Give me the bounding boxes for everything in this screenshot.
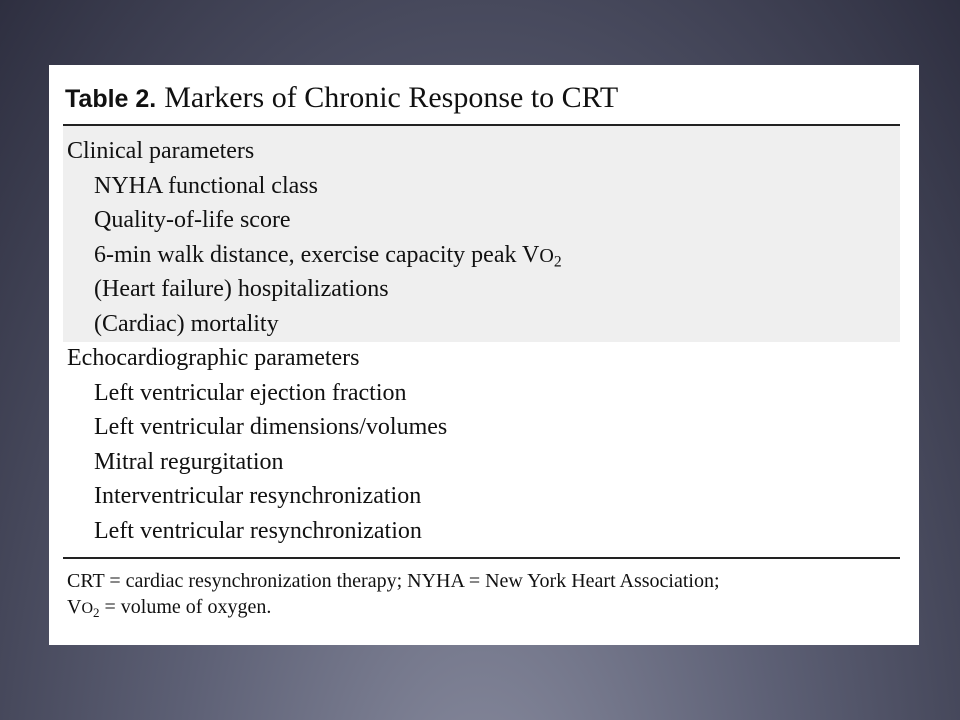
table-row: (Cardiac) mortality <box>94 310 279 337</box>
section-heading-clinical: Clinical parameters <box>67 138 255 164</box>
table-row: Left ventricular ejection fraction <box>94 379 407 406</box>
footnote-o: O <box>81 600 94 617</box>
table-row: Left ventricular dimensions/volumes <box>94 414 448 440</box>
table-title <box>65 81 618 115</box>
table-bottom-rule <box>63 557 900 559</box>
table-label: Table 2. <box>65 85 157 113</box>
footnote-line-1: CRT = cardiac resynchronization therapy; NYHA = New York Heart Association; <box>67 570 720 592</box>
table-row: Left ventricular resynchronization <box>94 517 422 544</box>
table-figure <box>49 65 919 645</box>
table-footnote <box>67 568 907 622</box>
vo2-subscript: 2 <box>553 253 562 271</box>
table-row-text: 6-min walk distance, exercise capacity peak V <box>94 241 540 268</box>
table-body <box>63 134 900 548</box>
table-row-vo2 <box>63 238 900 273</box>
table-row: (Heart failure) hospitalizations <box>94 276 389 302</box>
footnote-rest: = volume of oxygen. <box>99 596 272 618</box>
section-heading-echocardiographic: Echocardiographic parameters <box>67 345 360 371</box>
table-row: Quality-of-life score <box>94 207 291 233</box>
footnote-subscript: 2 <box>93 604 100 620</box>
vo2-o-letter: O <box>539 244 554 267</box>
footnote-v: V <box>67 596 82 618</box>
table-title-text: Markers of Chronic Response to CRT <box>164 81 619 114</box>
table-row: NYHA functional class <box>94 172 318 199</box>
table-row: Mitral regurgitation <box>94 448 284 475</box>
table-row: Interventricular resynchronization <box>94 483 422 509</box>
footnote-line-2 <box>67 594 907 622</box>
